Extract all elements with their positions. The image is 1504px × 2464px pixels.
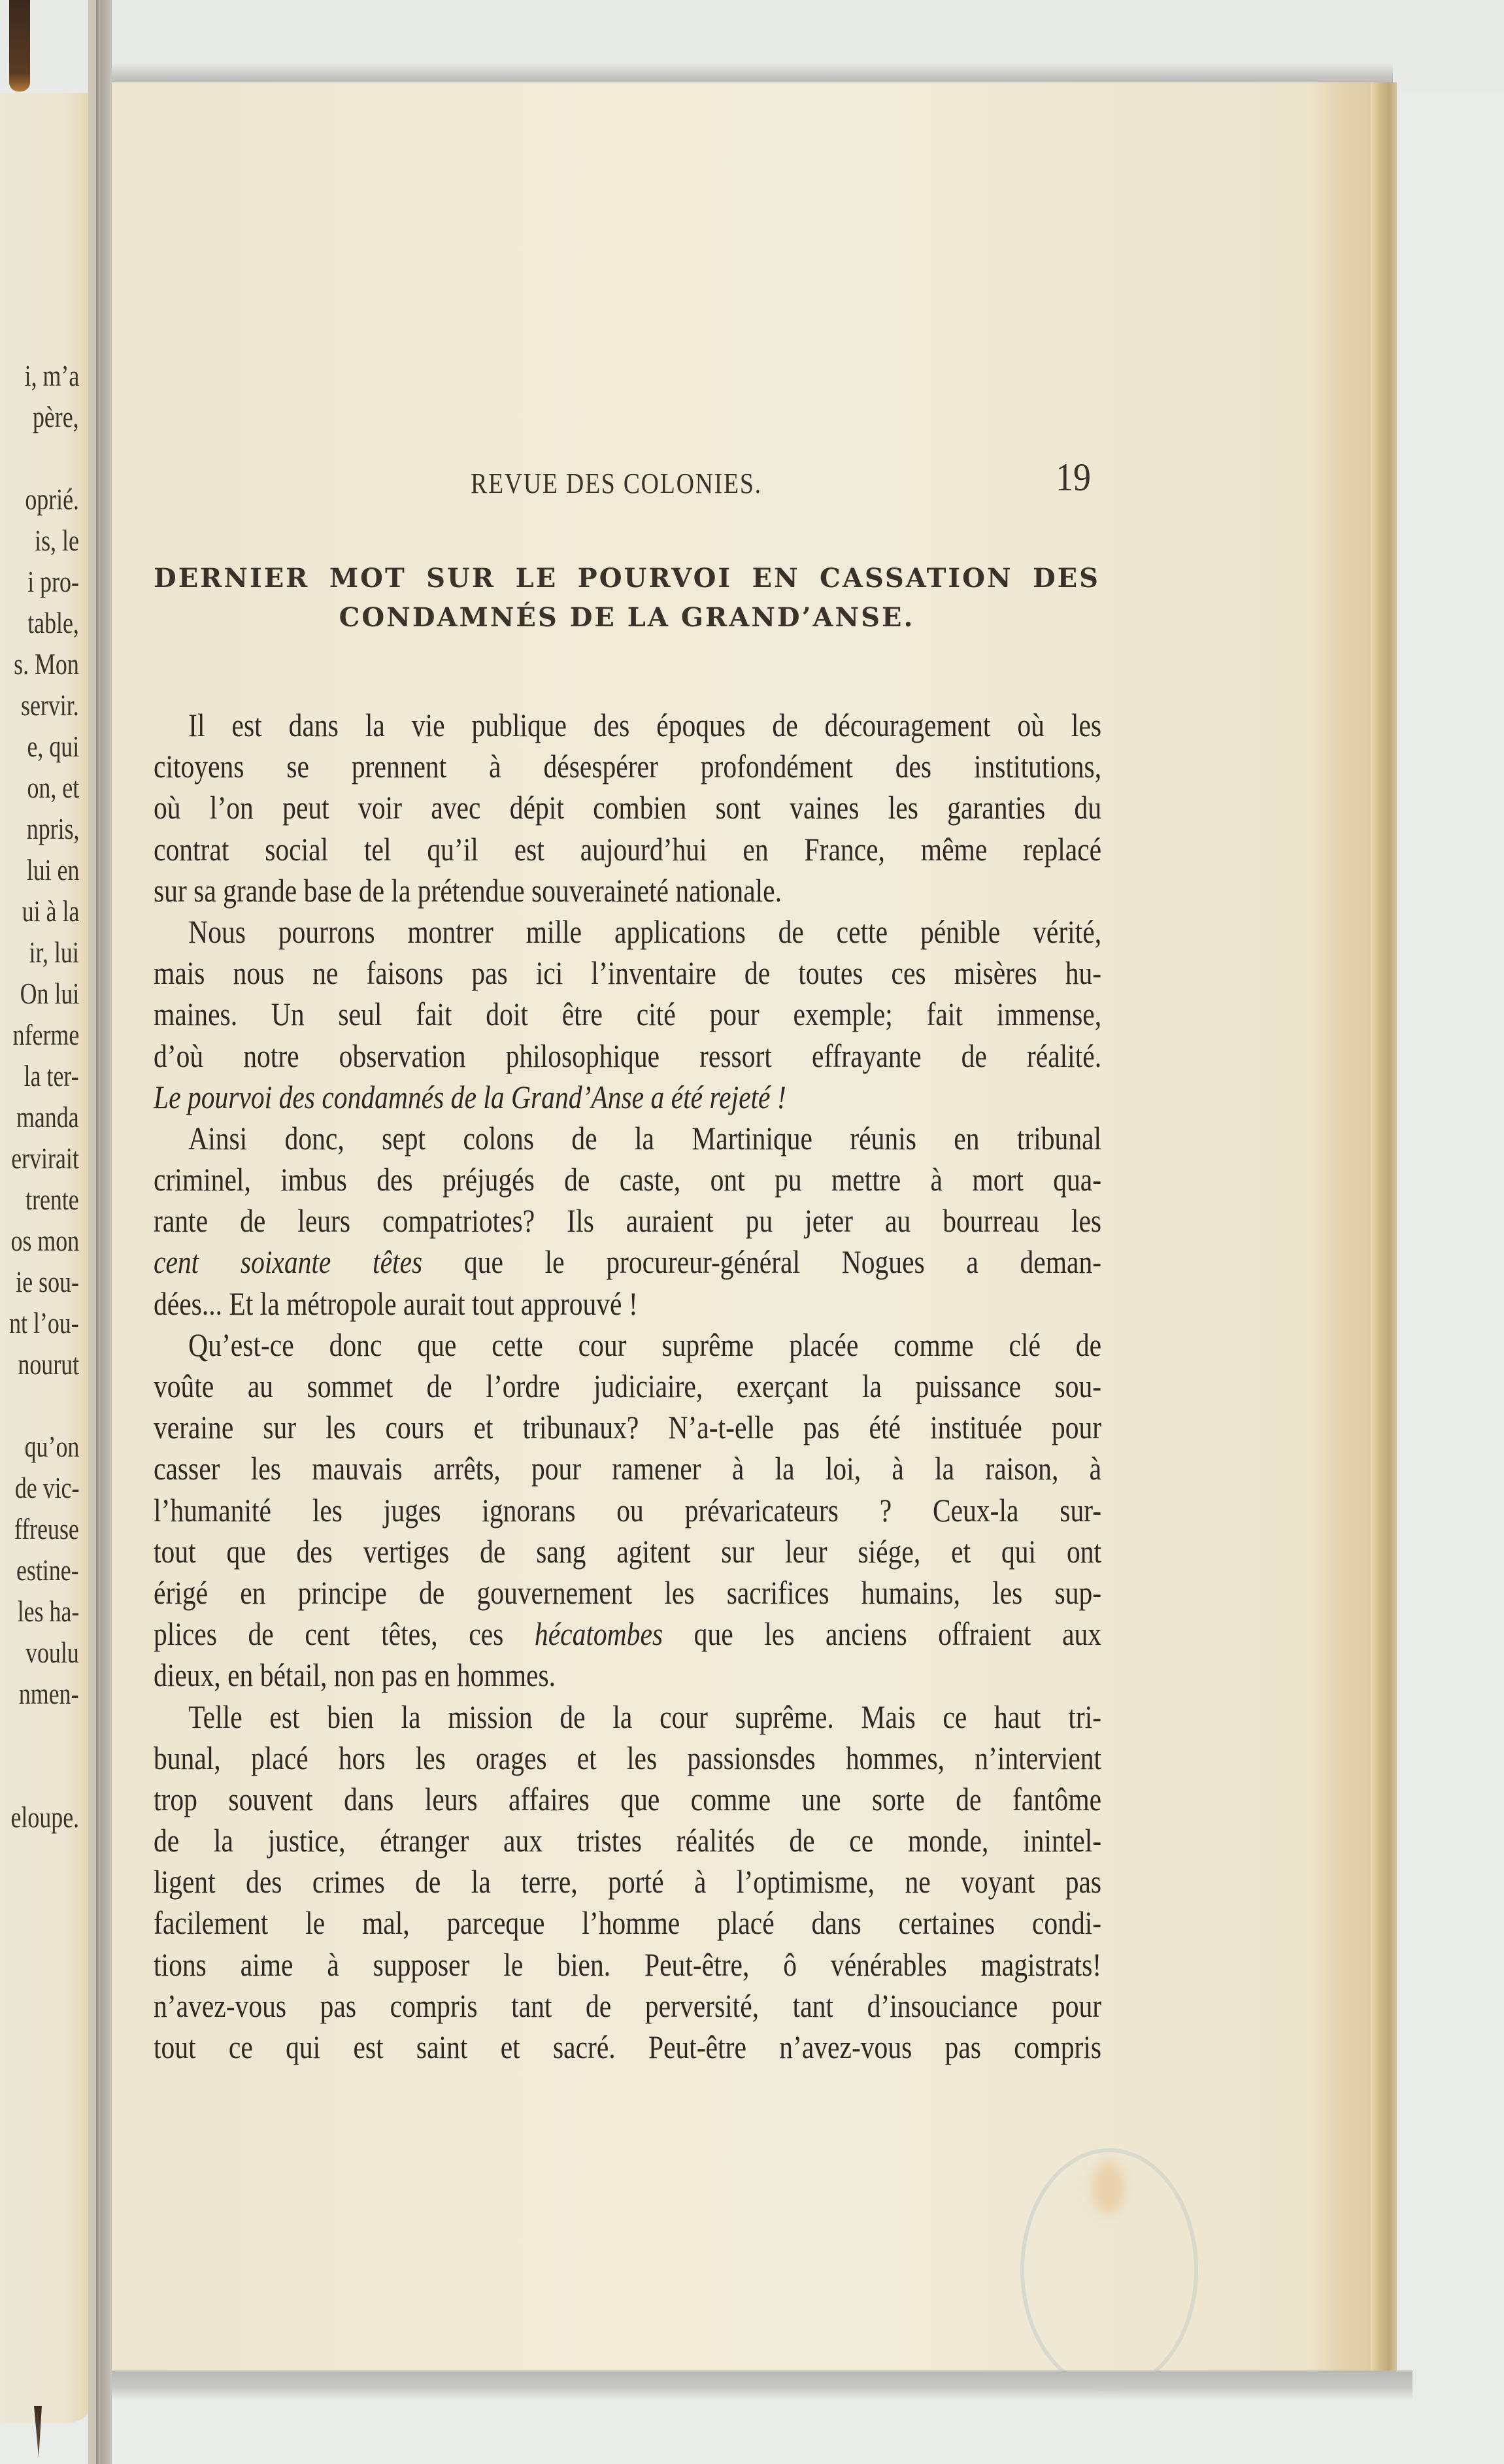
facing-page-line: i, m’a [24,359,79,392]
line-text [154,1902,1101,1944]
facing-page-line: ffreuse [14,1512,79,1545]
facing-page-line: nferme [12,1018,79,1051]
line-text-segment: mais nous ne faisons pas ici l’inventaire de toutes ces misères hu- [154,954,1102,992]
line-text [154,1241,1101,1283]
body-text-line [154,1200,1101,1241]
body-text-line [154,1572,1101,1613]
line-text-segment: Nous pourrons montrer mille applications de cette pénible vérité, [188,913,1102,950]
body-text-line [154,1820,1101,1861]
body-text-line [154,994,1101,1035]
facing-page-line: ervirait [11,1141,79,1175]
page-holder-clip [9,0,30,92]
line-text [154,1490,1101,1531]
italic-emphasis: cent soixante têtes [154,1243,423,1281]
italic-emphasis: hécatombes [534,1615,663,1653]
line-text-segment: dées... Et la métropole aurait tout approuvé ! [154,1285,638,1322]
line-text [154,1325,1101,1366]
gutter-fold-line [96,0,99,2464]
line-text-segment: voûte au sommet de l’ordre judiciaire, exerçant la puissance sou- [154,1368,1102,1404]
body-text-line [154,1613,1101,1655]
line-text-segment: Telle est bien la mission de la cour suprême. Mais ce haut tri- [188,1698,1102,1735]
page-edge [1371,82,1397,2371]
facing-page-line: nourut [18,1347,79,1381]
body-text-line [154,829,1101,870]
body-text-line [154,1366,1101,1407]
line-text [154,911,1101,953]
line-text [154,1366,1101,1407]
facing-page-line: oprié. [25,482,79,516]
facing-page-line: trente [25,1183,79,1216]
article-title-line-1: DERNIER MOT SUR LE POURVOI EN CASSATION DES [154,563,1100,594]
body-text-line [154,1655,1101,1696]
facing-page-line: la ter- [24,1059,79,1092]
facing-page-line: On lui [20,977,79,1010]
facing-page-line: qu’on [24,1430,79,1463]
body-text-line [154,2027,1101,2068]
line-text [154,1118,1101,1159]
line-text [154,2027,1101,2068]
facing-page-line: npris, [26,812,79,845]
italic-emphasis: Le pourvoi des condamnés de la Grand’Anse a été rejeté ! [154,1078,786,1115]
line-text [154,1283,1101,1325]
body-text-line [154,787,1101,828]
line-text-segment: érigé en principe de gouvernement les sacrifices humains, les sup- [154,1574,1102,1611]
body-text-line [154,1448,1101,1489]
line-text-segment: sur sa grande base de la prétendue souveraineté nationale. [154,871,782,909]
line-text-segment: que les anciens offraient aux [663,1615,1102,1653]
line-text-segment: dieux, en bétail, non pas en hommes. [154,1657,556,1694]
facing-page-line: e, qui [27,730,79,763]
body-text-line [154,1696,1101,1738]
line-text [154,787,1101,828]
facing-page-line: nt l’ou- [9,1306,79,1340]
body-text-line [154,911,1101,953]
line-text [154,1655,1101,1696]
facing-page-line: servir. [21,688,79,722]
line-text [154,1407,1101,1448]
body-text-line [154,1159,1101,1200]
body-text-line [154,1944,1101,1985]
page-top-shadow [112,62,1393,83]
facing-page-line: les ha- [17,1595,79,1628]
line-text-segment: Qu’est-ce donc que cette cour suprême placée comme clé de [188,1326,1102,1363]
line-text-segment: n’avez-vous pas compris tant de perversité, tant d’insouciance pour [154,1987,1102,2024]
facing-page-fragment [0,93,88,2423]
facing-page-line: manda [16,1100,79,1134]
line-text-segment: Il est dans la vie publique des époques de découragement où les [188,707,1102,743]
facing-page-line: i pro- [27,565,79,598]
line-text [154,1696,1101,1738]
line-text [154,746,1101,787]
line-text [154,870,1101,911]
body-text-line [154,1118,1101,1159]
line-text-segment: facilement le mal, parceque l’homme placé dans certaines condi- [154,1904,1102,1942]
paper-stain [1092,2161,1125,2214]
line-text [154,1531,1101,1572]
line-text-segment: criminel, imbus des préjugés de caste, ont pu mettre à mort qua- [154,1161,1102,1198]
line-text-segment: veraine sur les cours et tribunaux? N’a-t-elle pas été instituée pour [154,1409,1102,1446]
line-text [154,829,1101,870]
facing-page-line: nmen- [19,1677,79,1710]
body-text-line [154,1036,1101,1077]
body-text-line [154,705,1101,746]
line-text-segment: plices de cent têtes, ces [154,1615,535,1653]
body-text-line [154,1325,1101,1366]
line-text [154,705,1101,746]
running-header: REVUE DES COLONIES. [471,467,762,499]
line-text-segment: où l’on peut voir avec dépit combien sont vaines les garanties du [154,789,1102,826]
line-text-segment: d’où notre observation philosophique ressort effrayante de réalité. [154,1037,1102,1074]
body-text-line [154,1779,1101,1820]
line-text-segment: contrat social tel qu’il est aujourd’hui en France, même replacé [154,830,1102,868]
line-text [154,1944,1101,1985]
article-title-line-2: CONDAMNÉS DE LA GRAND’ANSE. [339,602,915,633]
page-number: 19 [1056,456,1091,499]
facing-page-line: table, [27,606,79,639]
facing-page-line: père, [33,400,79,433]
line-text-segment: bunal, placé hors les orages et les passionsdes hommes, n’intervient [154,1739,1102,1776]
facing-page-line: lui en [26,853,79,886]
line-text-segment: maines. Un seul fait doit être cité pour exemple; fait immense, [154,996,1102,1033]
line-text [154,994,1101,1035]
body-text-line [154,1283,1101,1325]
line-text-segment: tout que des vertiges de sang agitent sur leur siége, et qui ont [154,1532,1102,1570]
line-text-segment: citoyens se prennent à désespérer profondément des institutions, [154,748,1102,785]
facing-page-line: de vic- [14,1471,79,1504]
line-text [154,1985,1101,2027]
facing-page-line: ui à la [22,894,79,928]
facing-page-line: s. Mon [14,647,79,681]
line-text-segment: de la justice, étranger aux tristes réalités de ce monde, inintel- [154,1822,1102,1859]
line-text-segment: Ainsi donc, sept colons de la Martinique réunis en tribunal [188,1119,1102,1156]
body-text-line [154,953,1101,994]
line-text [154,1613,1101,1655]
body-text-line [154,870,1101,911]
body-text-line [154,1985,1101,2027]
body-text-line [154,1531,1101,1572]
facing-page-line: eloupe. [10,1800,79,1834]
facing-page-line: estine- [16,1553,79,1587]
body-text-line [154,1902,1101,1944]
page-holder-tip [34,2406,42,2458]
body-text-line [154,1738,1101,1779]
facing-page-line: on, et [27,771,79,804]
line-text [154,1779,1101,1820]
line-text [154,1448,1101,1489]
facing-page-line: voulu [25,1636,79,1669]
line-text [154,1036,1101,1077]
body-text-line [154,1861,1101,1902]
line-text [154,953,1101,994]
line-text-segment: l’humanité les juges ignorans ou prévaricateurs ? Ceux-la sur- [154,1491,1102,1528]
article-body [154,705,1101,2068]
line-text [154,1820,1101,1861]
line-text [154,1738,1101,1779]
line-text [154,1077,1101,1118]
body-text-line [154,1490,1101,1531]
body-text-line [154,1241,1101,1283]
line-text-segment: que le procureur-général Nogues a deman- [422,1243,1102,1281]
line-text-segment: rante de leurs compatriotes? Ils auraient pu jeter au bourreau les [154,1202,1102,1240]
document-page [112,82,1397,2371]
facing-page-line: is, le [35,524,79,557]
body-text-line [154,746,1101,787]
facing-page-line: ir, lui [29,936,79,969]
facing-page-line: ie sou- [16,1265,79,1298]
line-text-segment: tions aime à supposer le bien. Peut-être, ô vénérables magistrats! [154,1946,1102,1983]
book-gutter [88,0,112,2464]
facing-page-line: os mon [10,1224,79,1257]
page-bottom-shadow [112,2371,1412,2400]
line-text [154,1159,1101,1200]
line-text-segment: trop souvent dans leurs affaires que comme une sorte de fantôme [154,1780,1102,1817]
body-text-line [154,1407,1101,1448]
body-text-line [154,1077,1101,1118]
line-text-segment: ligent des crimes de la terre, porté à l’optimisme, ne voyant pas [154,1863,1102,1900]
line-text-segment: casser les mauvais arrêts, pour ramener à la loi, à la raison, à [154,1450,1102,1487]
line-text [154,1861,1101,1902]
line-text-segment: tout ce qui est saint et sacré. Peut-être n’avez-vous pas compris [154,2029,1102,2065]
line-text [154,1200,1101,1241]
line-text [154,1572,1101,1613]
